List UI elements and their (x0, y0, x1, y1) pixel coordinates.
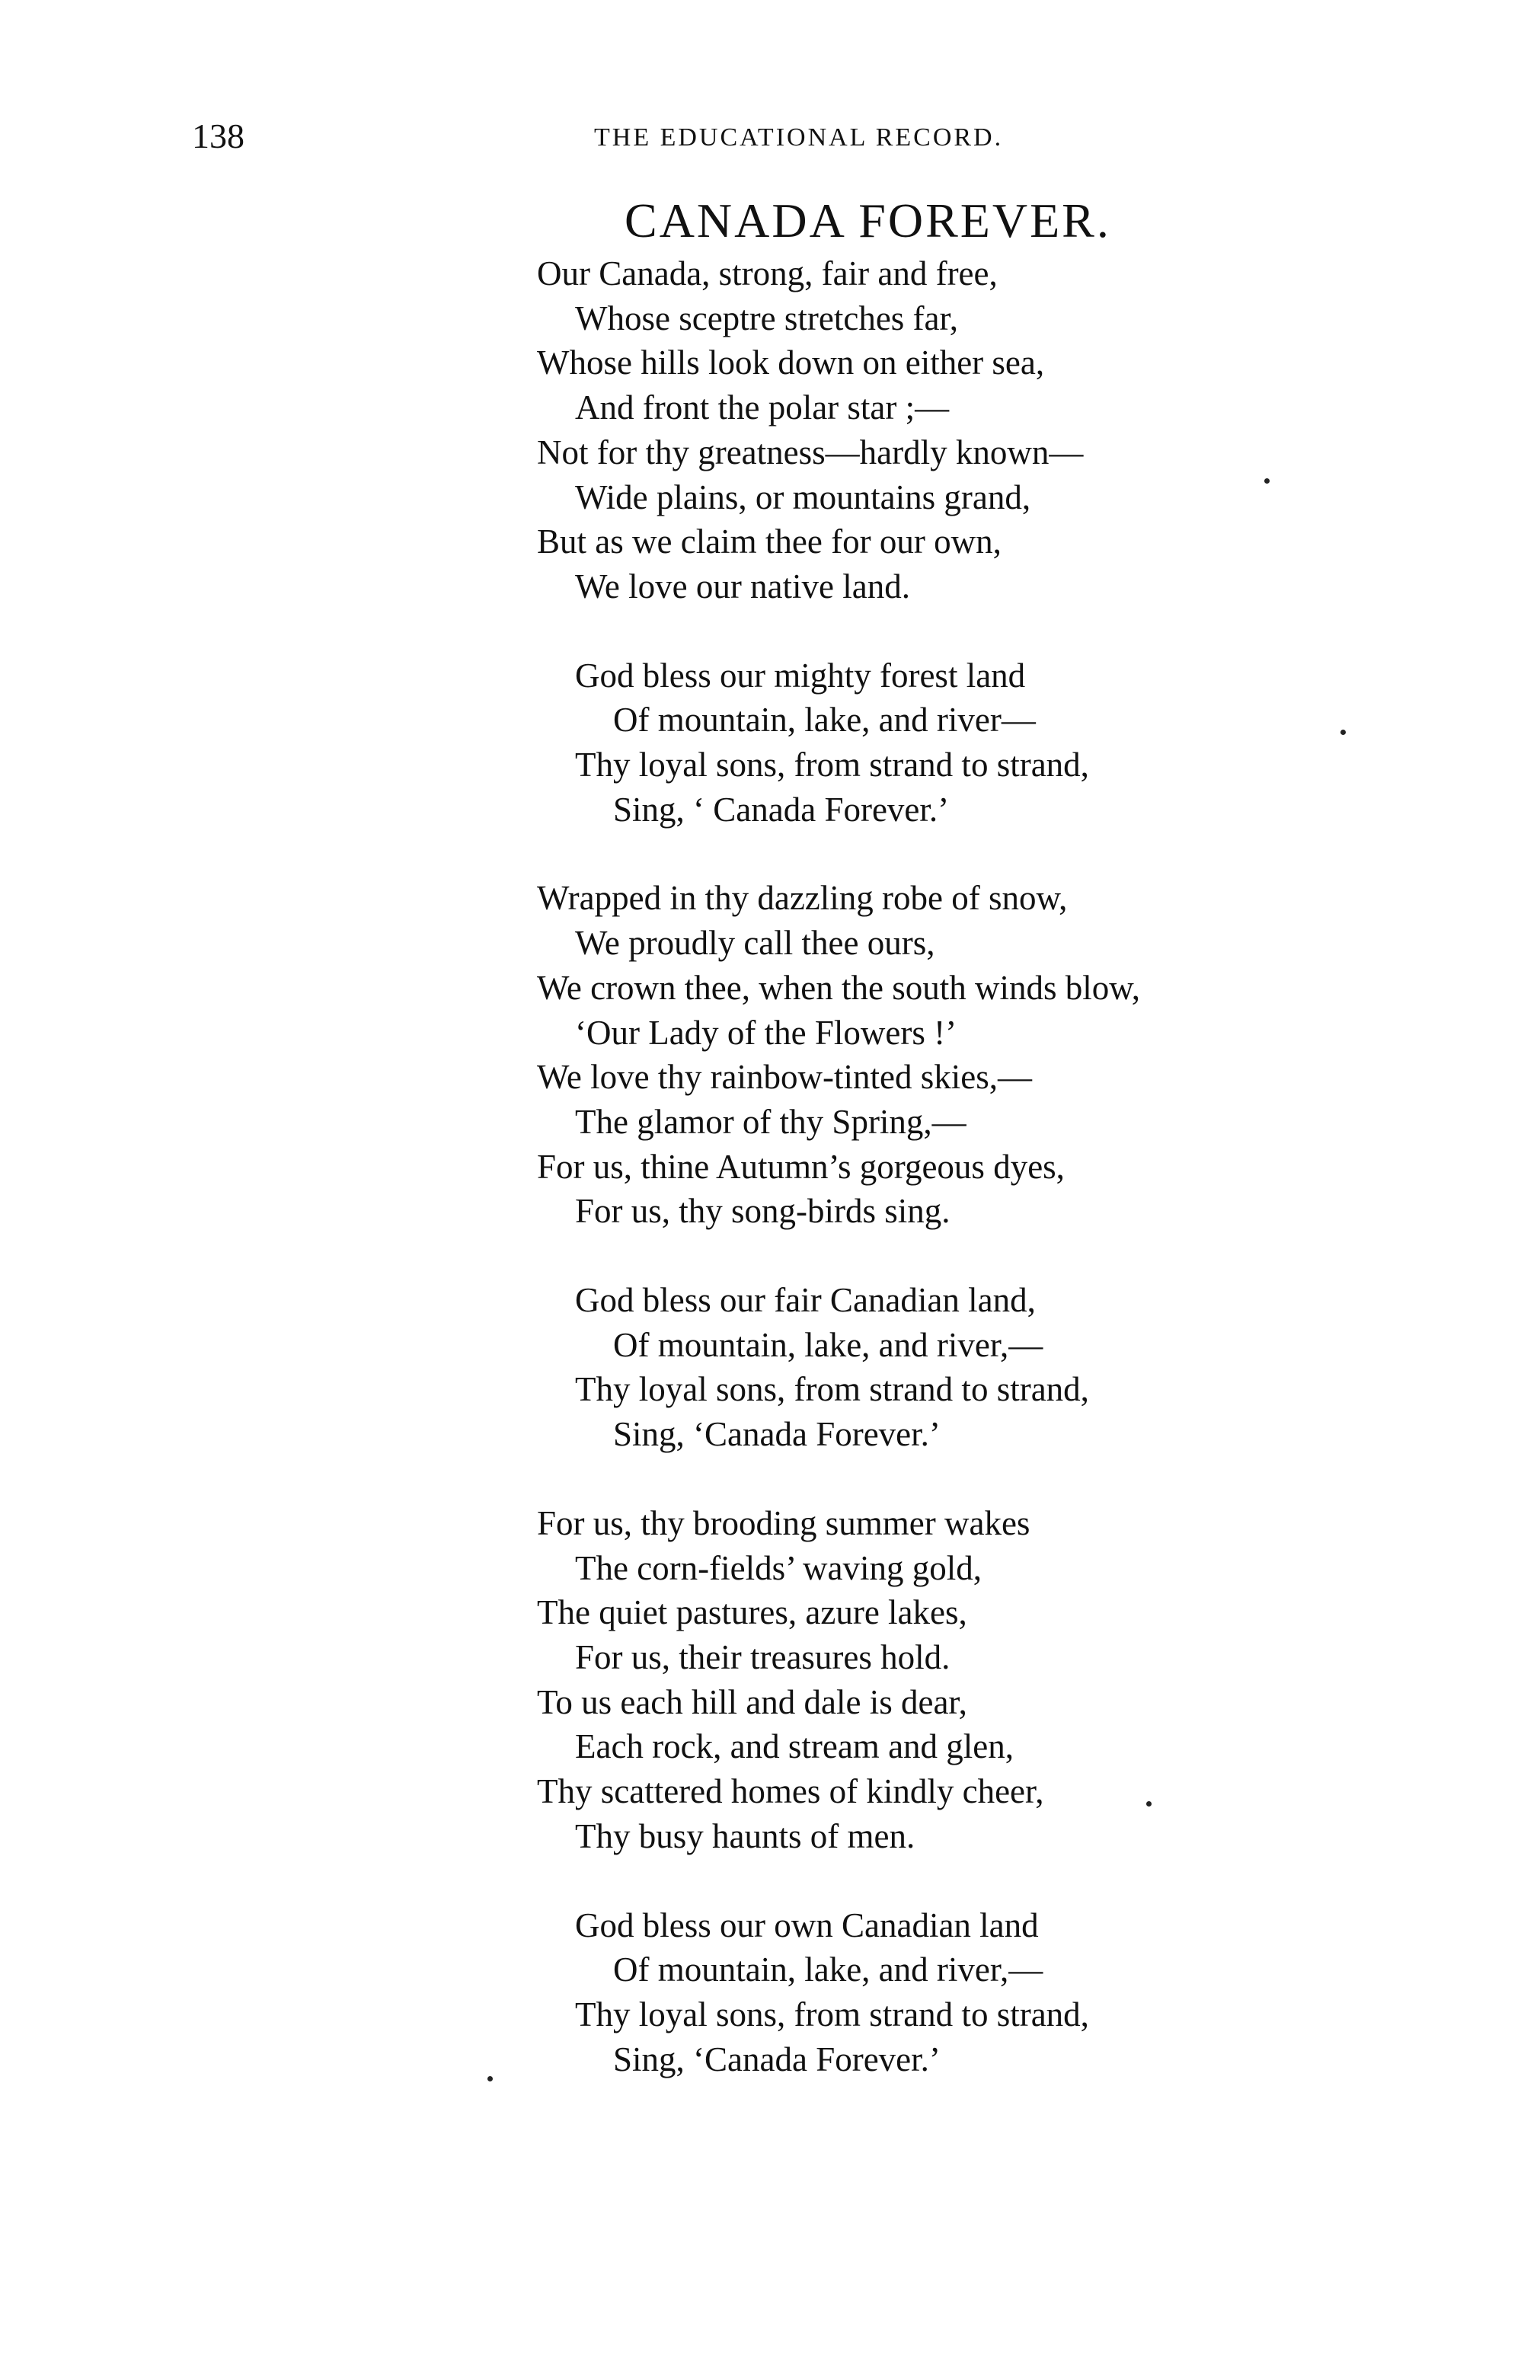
print-speck (1146, 1801, 1152, 1807)
poem-line: Sing, ‘ Canada Forever.’ (613, 790, 950, 829)
poem-line: God bless our own Canadian land (575, 1906, 1039, 1944)
poem-line: Whose sceptre stretches far, (575, 299, 958, 337)
poem-line: We love thy rainbow-tinted skies,— (537, 1058, 1032, 1097)
poem-line: God bless our fair Canadian land, (575, 1281, 1036, 1320)
print-speck (1264, 478, 1270, 484)
poem-line: Of mountain, lake, and river— (613, 701, 1036, 740)
page-number: 138 (192, 117, 244, 155)
stanza-6-refrain (575, 1903, 1390, 2082)
stanza-2-refrain (575, 653, 1390, 832)
poem-line: Thy loyal sons, from strand to strand, (575, 1370, 1089, 1409)
poem-title: CANADA FOREVER. (625, 193, 1111, 248)
poem-line: We proudly call thee ours, (575, 924, 935, 963)
poem-line: For us, thy song-birds sing. (575, 1192, 951, 1231)
print-speck (1340, 730, 1346, 735)
poem-body (537, 251, 1390, 2126)
poem-line: For us, thy brooding summer wakes (537, 1503, 1030, 1542)
poem-line: Thy loyal sons, from strand to strand, (575, 746, 1089, 784)
stanza-5 (537, 1501, 1390, 1859)
poem-line: God bless our mighty forest land (575, 656, 1026, 695)
poem-line: Wrapped in thy dazzling robe of snow, (537, 879, 1068, 918)
stanza-3 (537, 876, 1390, 1234)
stanza-4-refrain (575, 1278, 1390, 1457)
poem-line: Of mountain, lake, and river,— (613, 1325, 1043, 1364)
poem-line: Thy scattered homes of kindly cheer, (537, 1772, 1044, 1811)
poem-line: Of mountain, lake, and river,— (613, 1950, 1043, 1989)
poem-line: The quiet pastures, azure lakes, (537, 1593, 967, 1632)
poem-line: But as we claim thee for our own, (537, 522, 1002, 561)
poem-line: And front the polar star ;— (575, 388, 950, 427)
poem-line: For us, their treasures hold. (575, 1637, 951, 1676)
running-head: THE EDUCATIONAL RECORD. (594, 123, 1004, 152)
poem-line: Thy busy haunts of men. (575, 1816, 915, 1855)
poem-line: Our Canada, strong, fair and free, (537, 254, 998, 292)
stanza-1 (537, 251, 1390, 609)
poem-line: The corn-fields’ waving gold, (575, 1548, 982, 1587)
poem-line: To us each hill and dale is dear, (537, 1682, 967, 1721)
poem-line: Whose hills look down on either sea, (537, 343, 1045, 382)
poem-line: ‘Our Lady of the Flowers !’ (575, 1013, 957, 1052)
poem-line: The glamor of thy Spring,— (575, 1102, 966, 1141)
poem-line: Each rock, and stream and glen, (575, 1727, 1014, 1766)
poem-line: Wide plains, or mountains grand, (575, 478, 1031, 516)
poem-line: We crown thee, when the south winds blow, (537, 968, 1141, 1007)
poem-line: Thy loyal sons, from strand to strand, (575, 1995, 1089, 2033)
print-speck (487, 2076, 493, 2081)
poem-line: We love our native land. (575, 567, 910, 605)
poem-line: Sing, ‘Canada Forever.’ (613, 2040, 941, 2078)
poem-line: Not for thy greatness—hardly known— (537, 433, 1084, 471)
poem-line: For us, thine Autumn’s gorgeous dyes, (537, 1147, 1065, 1186)
poem-line: Sing, ‘Canada Forever.’ (613, 1415, 941, 1454)
